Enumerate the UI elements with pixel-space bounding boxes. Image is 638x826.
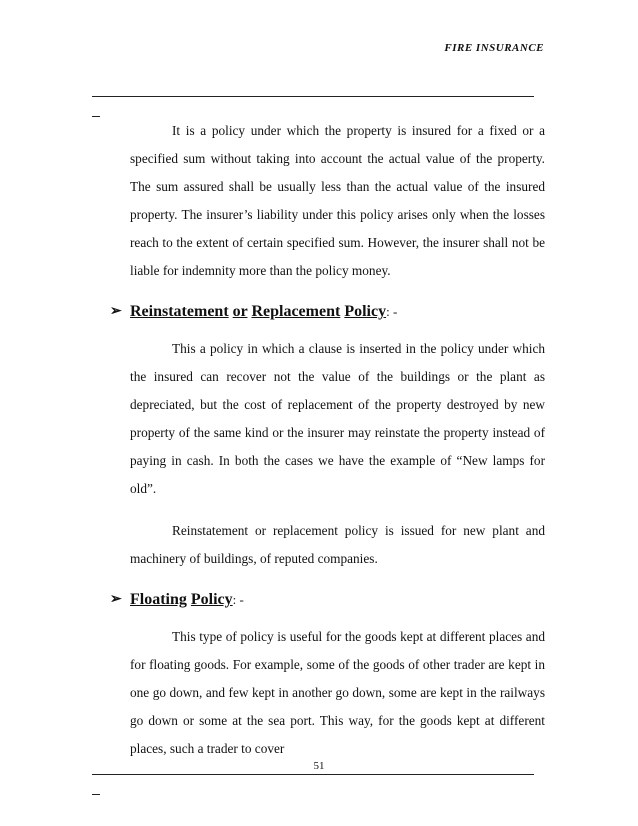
paragraph: It is a policy under which the property is insured for a fixed or a specified sum without taking into account the actual value of the property. The sum assured shall be usually less than the actual value of the insured property. The insurer’s liability under this policy arises only when the losses reach to the extent of certain specified sum. However, the insurer shall not be liable for indemnity more than the policy money.: [130, 123, 545, 278]
paragraph: Reinstatement or replacement policy is issued for new plant and machinery of buildings, of reputed companies.: [130, 523, 545, 566]
footer-rule: [92, 774, 534, 775]
section-heading-floating: [110, 589, 545, 611]
heading-word: Policy: [190, 591, 233, 608]
heading-suffix: : -: [232, 592, 244, 607]
header-rule: [92, 96, 534, 97]
page-number: 51: [313, 760, 325, 772]
page-content: [110, 117, 545, 763]
paragraph: This a policy in which a clause is inserted in the policy under which the insured can recover not the value of the buildings or the plant as depreciated, but the cost of replacement of the property destroyed by new property of the same kind or the insurer may reinstate the property instead of paying in cash. In both the cases we have the example of “New lamps for old”.: [130, 341, 545, 496]
heading-word: Reinstatement: [130, 303, 229, 320]
arrow-bullet-icon: ➢: [110, 304, 122, 319]
heading-word: Policy: [344, 303, 387, 320]
heading-word: or: [232, 303, 248, 320]
section-heading-reinstatement: [110, 301, 545, 323]
heading-suffix: : -: [386, 304, 398, 319]
footer-rule-tail: [92, 794, 100, 795]
paragraph: This type of policy is useful for the goods kept at different places and for floating goods. For example, some of the goods of other trader are kept in one go down, and few kept in another go down, some are kept in the railways go down or some at the sea port. This way, for the goods kept at different places, such a trader to cover: [130, 629, 545, 756]
running-header: FIRE INSURANCE: [444, 42, 544, 54]
header-rule-tail: [92, 116, 100, 117]
arrow-bullet-icon: ➢: [110, 592, 122, 607]
heading-word: Replacement: [251, 303, 341, 320]
heading-word: Floating: [130, 591, 187, 608]
